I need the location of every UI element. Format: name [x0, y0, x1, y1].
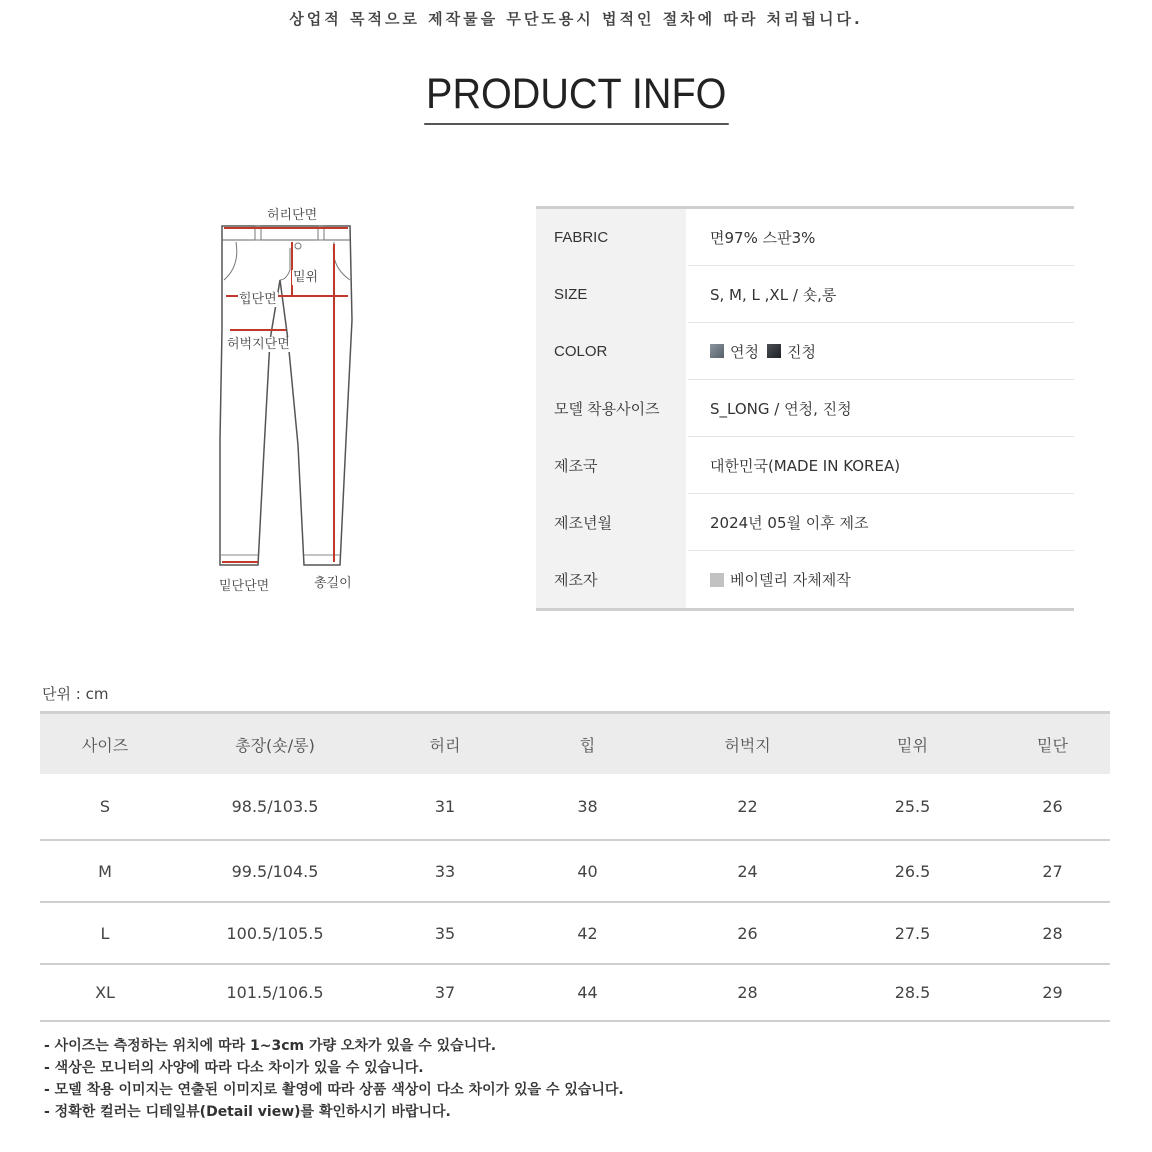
table-cell: 26: [1042, 797, 1063, 816]
table-cell: 37: [380, 964, 510, 1021]
table-cell: 35: [380, 902, 510, 964]
info-key: 제조년월: [536, 494, 686, 551]
copyright-notice: 상업적 목적으로 제작물을 무단도용시 법적인 절차에 따라 처리됩니다.: [289, 10, 863, 28]
light-denim-swatch-icon: [710, 344, 724, 358]
table-cell: S: [99, 797, 111, 816]
unit-label: 단위 : cm: [42, 685, 109, 703]
info-row-manufacture-date: [536, 494, 1074, 551]
header-cell: 허리: [380, 713, 510, 775]
table-cell: 29: [995, 964, 1110, 1021]
header-cell: 힙: [510, 713, 665, 775]
diagram-label-waist: 허리단면: [267, 208, 318, 223]
page-title: [0, 70, 1152, 125]
table-cell: 38: [577, 797, 598, 816]
diagram-label-hip: 힙단면: [239, 292, 277, 307]
table-cell: 25.5: [894, 797, 931, 816]
size-notes: [44, 1035, 624, 1123]
table-cell: 26.5: [830, 840, 995, 902]
info-row-size: [536, 266, 1074, 323]
table-cell: M: [40, 840, 170, 902]
table-cell: 24: [665, 840, 830, 902]
pants-diagram: [200, 200, 400, 610]
info-value: 면97% 스판3%: [688, 209, 1074, 266]
header-cell: 사이즈: [40, 713, 170, 775]
info-value: 대한민국(MADE IN KOREA): [688, 437, 1074, 494]
note-line: - 색상은 모니터의 사양에 따라 다소 차이가 있을 수 있습니다.: [44, 1060, 424, 1076]
table-cell: 33: [380, 840, 510, 902]
table-cell: 28.5: [830, 964, 995, 1021]
color-light-label: 연청: [730, 342, 759, 361]
table-cell: 22: [737, 797, 758, 816]
info-key: 제조국: [536, 437, 686, 494]
color-dark-label: 진청: [786, 342, 816, 361]
table-cell: 27.5: [830, 902, 995, 964]
table-row: [40, 774, 1110, 840]
table-cell: 26: [665, 902, 830, 964]
info-row-color: [536, 323, 1074, 380]
info-value: [688, 323, 1074, 380]
table-cell: 28: [995, 902, 1110, 964]
info-value: S_LONG / 연청, 진청: [688, 380, 1074, 437]
note-line: - 모델 착용 이미지는 연출된 이미지로 촬영에 따라 상품 색상이 다소 차이가 있을 수 있습니다.: [44, 1082, 624, 1098]
table-cell: 31: [434, 797, 456, 816]
info-key: 모델 착용사이즈: [536, 380, 686, 437]
table-row: [40, 840, 1110, 902]
note-line: - 사이즈는 측정하는 위치에 따라 1~3cm 가량 오차가 있을 수 있습니다.: [44, 1038, 497, 1054]
product-info-table: [536, 206, 1074, 611]
info-value: 2024년 05월 이후 제조: [688, 494, 1074, 551]
diagram-label-length: 총길이: [314, 576, 352, 591]
table-cell: 28: [665, 964, 830, 1021]
pants-illustration: [200, 200, 400, 610]
info-row-country: [536, 437, 1074, 494]
square-bullet-icon: [710, 573, 724, 587]
header-cell: 밑위: [830, 713, 995, 775]
table-cell: 27: [995, 840, 1110, 902]
table-row: [40, 964, 1110, 1021]
table-cell: 42: [510, 902, 665, 964]
diagram-label-thigh: 허벅지단면: [227, 337, 290, 352]
table-cell: 101.5/106.5: [170, 964, 380, 1021]
header-cell: 총장(숏/롱): [170, 713, 380, 775]
info-row-model-size: [536, 380, 1074, 437]
size-table: [40, 711, 1110, 1022]
table-cell: XL: [40, 964, 170, 1021]
table-cell: L: [40, 902, 170, 964]
info-row-fabric: [536, 209, 1074, 266]
diagram-label-hem: 밑단단면: [219, 579, 270, 594]
note-line: - 정확한 컬러는 디테일뷰(Detail view)를 확인하시기 바랍니다.: [44, 1104, 451, 1120]
diagram-label-rise: 밑위: [293, 270, 319, 285]
info-row-manufacturer: [536, 551, 1074, 608]
header-cell: 허벅지: [665, 713, 830, 775]
table-cell: 98.5/103.5: [231, 797, 319, 816]
dark-denim-swatch-icon: [767, 344, 781, 358]
info-value: [688, 551, 1074, 608]
table-row: [40, 902, 1110, 964]
table-cell: 44: [510, 964, 665, 1021]
info-key: FABRIC: [536, 209, 686, 266]
page-title-text: PRODUCT INFO: [424, 70, 728, 125]
info-value: S, M, L ,XL / 숏,롱: [688, 266, 1074, 323]
header-cell: 밑단: [995, 713, 1110, 775]
manufacturer-label: 베이델리 자체제작: [730, 571, 851, 589]
size-table-header: [40, 713, 1110, 775]
info-key: 제조자: [536, 551, 686, 608]
table-cell: 99.5/104.5: [170, 840, 380, 902]
table-cell: 100.5/105.5: [170, 902, 380, 964]
info-key: COLOR: [536, 323, 686, 380]
info-key: SIZE: [536, 266, 686, 323]
table-cell: 40: [510, 840, 665, 902]
